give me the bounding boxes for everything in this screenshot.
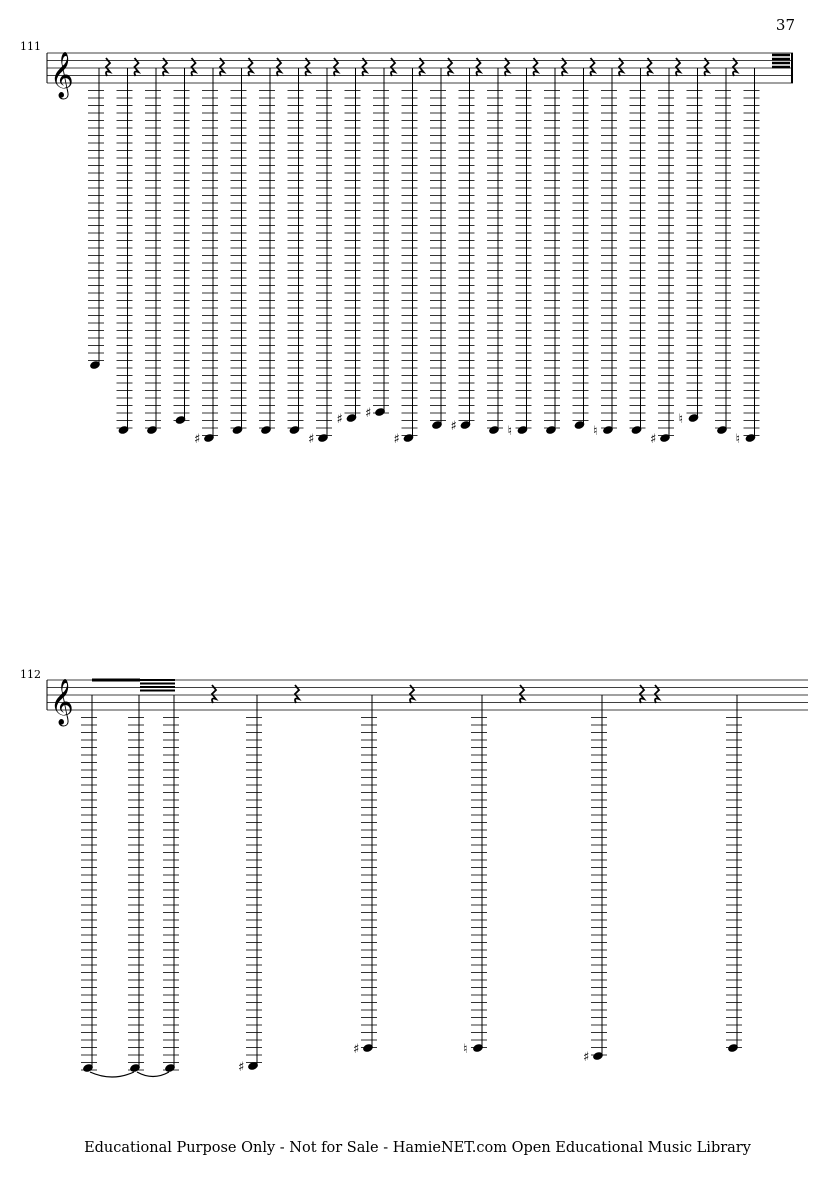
tie [90, 1072, 134, 1077]
treble-clef: 𝄞 [50, 52, 74, 98]
sharp-accidental: ♯ [194, 432, 201, 447]
page-number: 37 [775, 16, 795, 34]
staff-system-2 [47, 679, 808, 1077]
footer-copyright: Educational Purpose Only - Not for Sale - HamieNET.com Open Educational Music Library [84, 1140, 751, 1156]
sharp-accidental: ♯ [336, 412, 343, 427]
sharp-accidental: ♯ [450, 419, 457, 434]
sharp-accidental: ♯ [365, 406, 372, 421]
sharp-accidental: ♯ [238, 1060, 245, 1075]
sharp-accidental: ♯ [353, 1042, 360, 1057]
natural-accidental: ♮ [507, 424, 513, 439]
natural-accidental: ♮ [463, 1042, 468, 1057]
measure-number-111: 111 [20, 40, 41, 53]
treble-clef: 𝄞 [50, 679, 74, 725]
sharp-accidental: ♯ [393, 432, 400, 447]
sharp-accidental: ♯ [583, 1050, 590, 1065]
staff-system-1 [47, 52, 793, 447]
natural-accidental: ♮ [678, 412, 684, 427]
natural-accidental: ♮ [593, 424, 598, 439]
tie [137, 1072, 169, 1077]
sharp-accidental: ♯ [308, 432, 315, 447]
measure-number-112: 112 [20, 668, 41, 681]
natural-accidental: ♮ [735, 432, 741, 447]
sharp-accidental: ♯ [650, 432, 657, 447]
